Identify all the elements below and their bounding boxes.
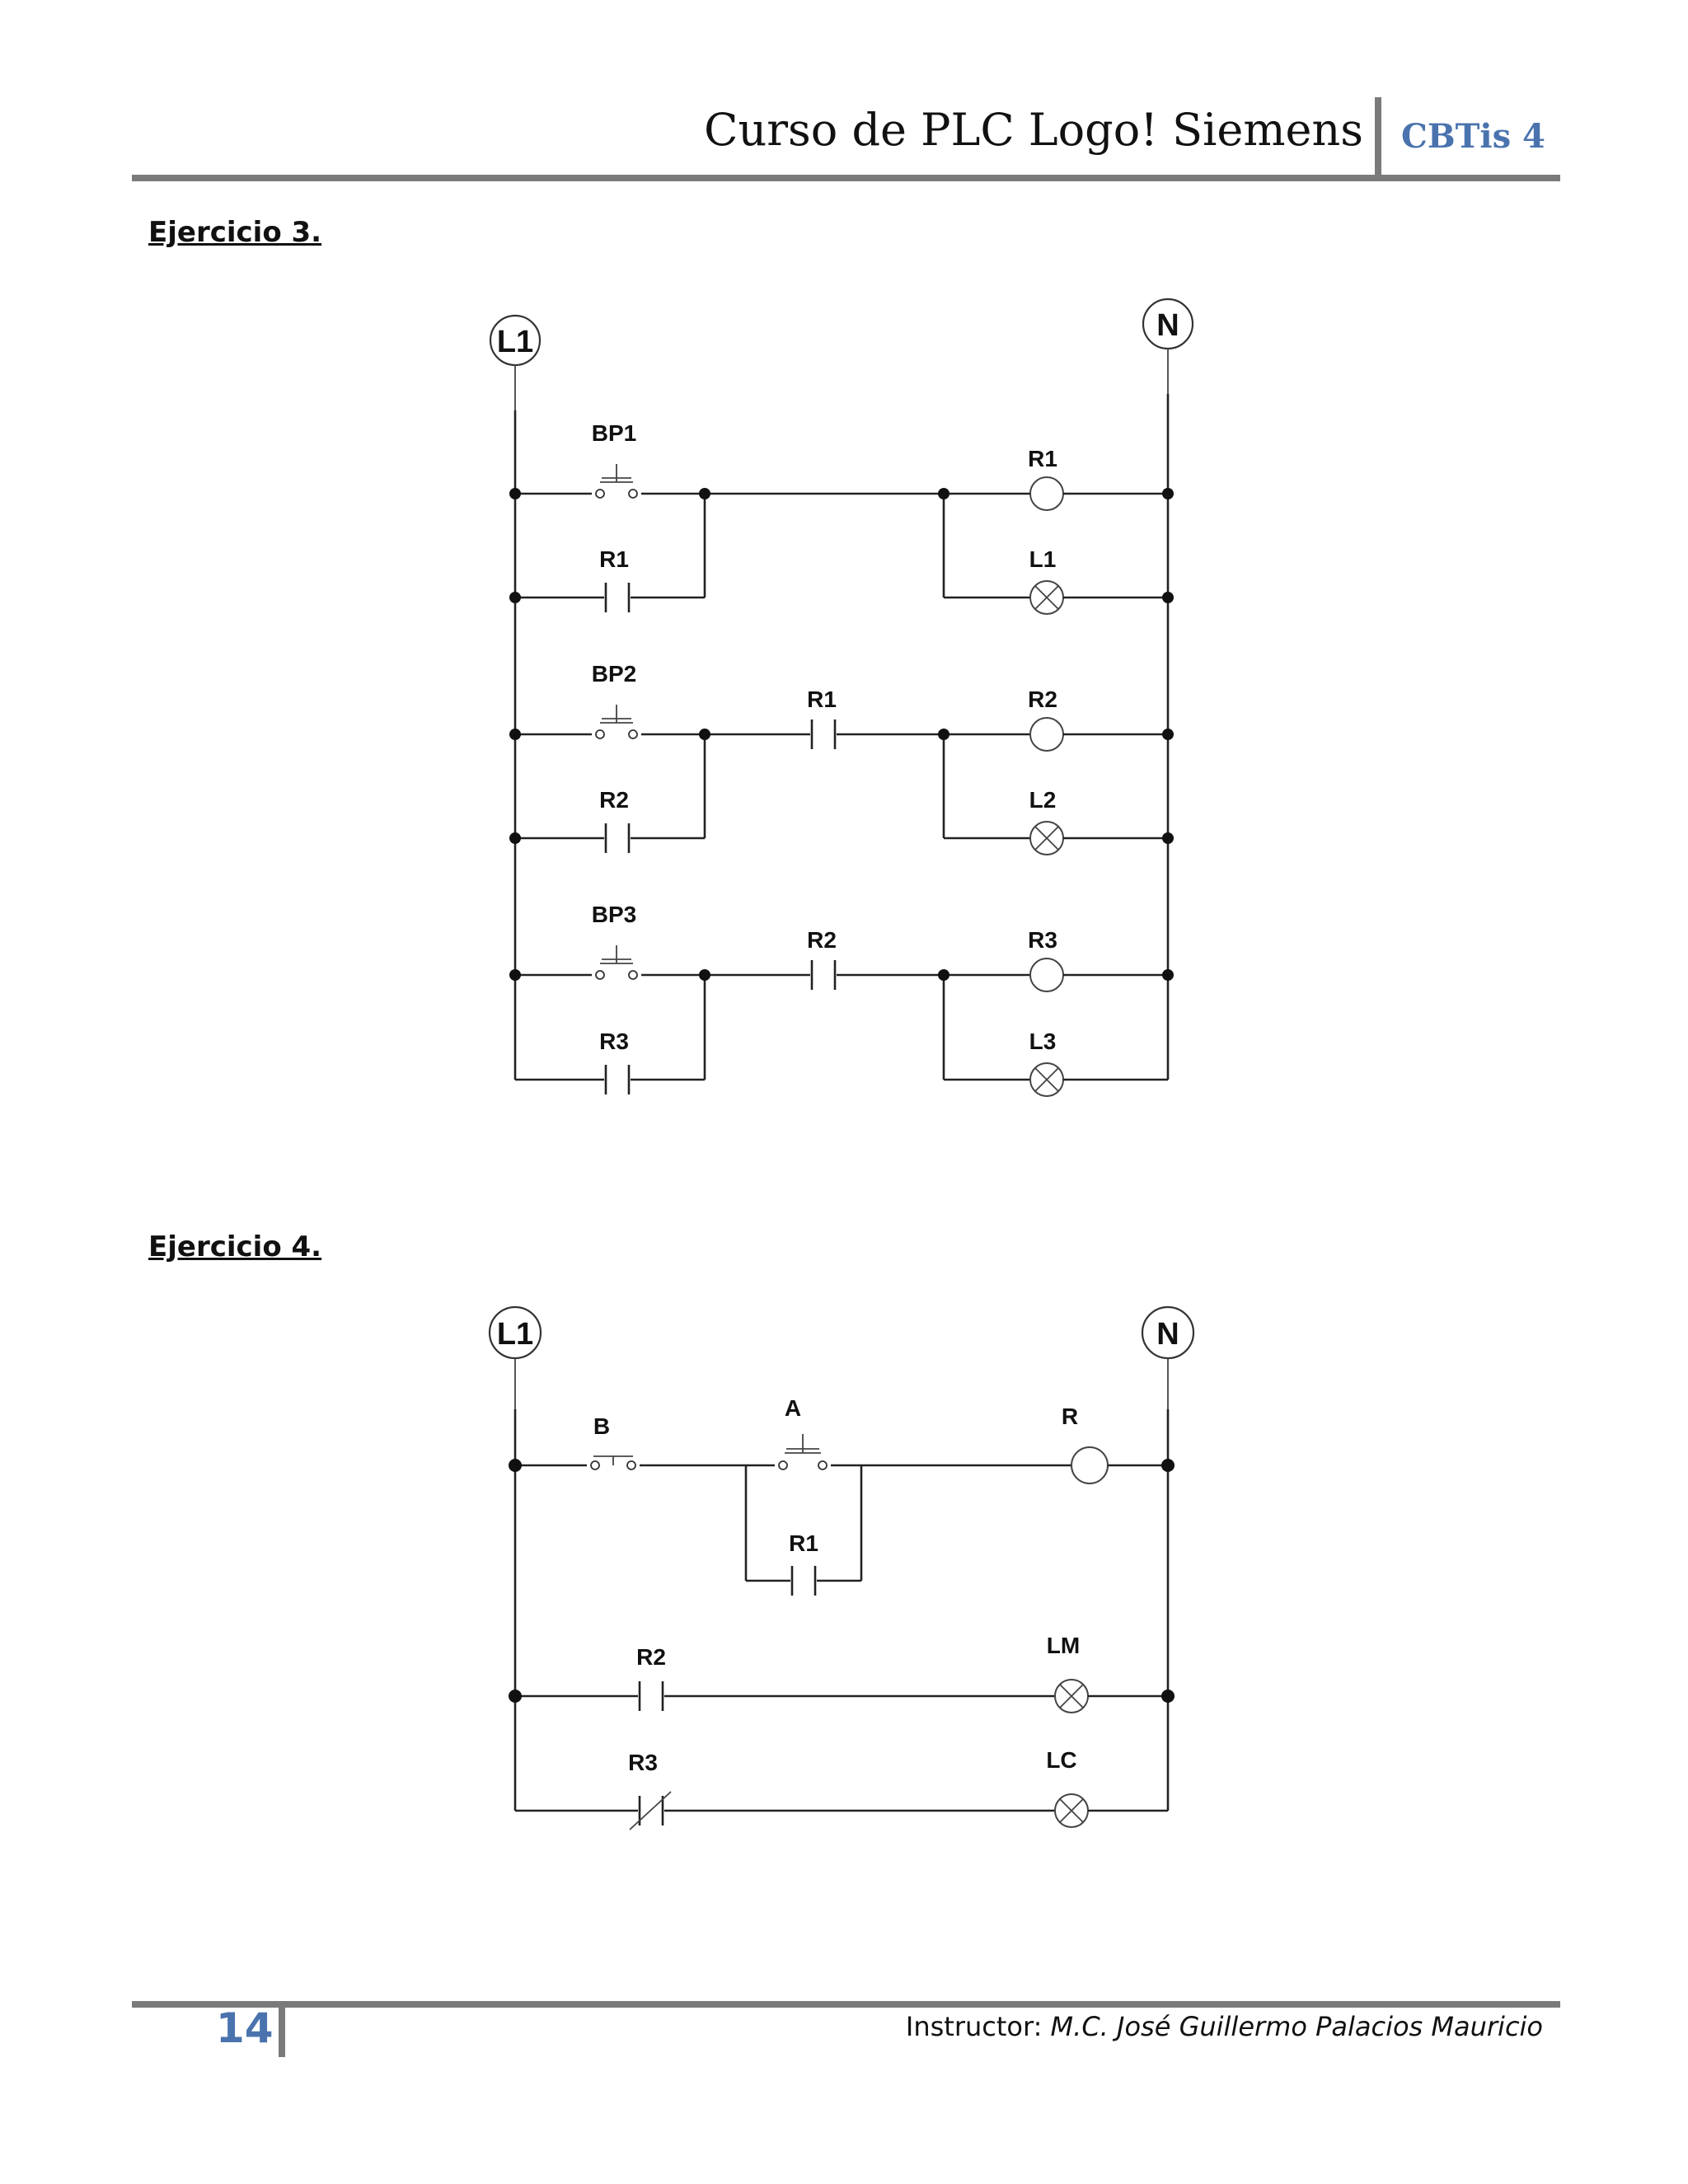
- label-r1-coil: R1: [1028, 446, 1057, 471]
- label-r3-seal: R3: [599, 1029, 629, 1054]
- push-button-icon: [779, 1434, 827, 1469]
- coil-icon: [1071, 1447, 1108, 1483]
- left-rail-label: L1: [496, 1317, 534, 1352]
- right-rail-label: N: [1156, 308, 1179, 343]
- lamp-icon: [1055, 1680, 1088, 1713]
- label-a: A: [784, 1395, 802, 1421]
- label-r2-coil: R2: [1028, 687, 1057, 712]
- section-title-ejercicio-3: Ejercicio 3.: [148, 216, 322, 249]
- left-rail-node: [490, 1307, 541, 1358]
- label-r1-seal: R1: [789, 1530, 818, 1556]
- label-r1-contact: R1: [807, 687, 837, 712]
- label-l2-lamp: L2: [1029, 787, 1057, 813]
- header-badge: CBTis 4: [1401, 117, 1545, 156]
- section-title-ejercicio-4: Ejercicio 4.: [148, 1230, 322, 1263]
- label-r3-contact: R3: [628, 1750, 658, 1775]
- rung-3: [515, 1747, 1168, 1830]
- lamp-icon: [1055, 1794, 1088, 1827]
- label-l3-lamp: L3: [1029, 1029, 1057, 1054]
- footer-instructor: [906, 2011, 1543, 2042]
- footer-rule: [132, 2001, 1560, 2008]
- no-contact-icon: [640, 1681, 663, 1711]
- page-number: 14: [216, 2004, 274, 2052]
- left-rail-label: L1: [496, 325, 534, 359]
- right-rail-node: [1142, 1307, 1193, 1358]
- label-r2-contact: R2: [636, 1644, 666, 1670]
- right-rail-label: N: [1156, 1317, 1179, 1352]
- label-r1-seal: R1: [599, 546, 629, 572]
- label-b: B: [593, 1413, 611, 1439]
- label-bp2: BP2: [591, 661, 637, 687]
- label-lm-lamp: LM: [1046, 1633, 1081, 1658]
- label-r2-contact: R2: [807, 927, 837, 953]
- label-r3-coil: R3: [1028, 927, 1057, 953]
- instructor-label: Instructor:: [905, 2011, 1043, 2042]
- label-bp1: BP1: [591, 420, 637, 446]
- label-bp3: BP3: [591, 902, 637, 927]
- label-l1-lamp: L1: [1029, 546, 1057, 572]
- header-title: Curso de PLC Logo! Siemens: [704, 104, 1363, 156]
- instructor-name: M.C. José Guillermo Palacios Mauricio: [1050, 2011, 1543, 2042]
- footer-separator: [279, 2004, 285, 2057]
- label-r2-seal: R2: [599, 787, 629, 813]
- rung-1: [509, 1395, 1175, 1596]
- label-lc-lamp: LC: [1046, 1747, 1077, 1773]
- no-contact-icon: [792, 1566, 815, 1596]
- rung-2: [509, 1633, 1175, 1713]
- label-r-coil: R: [1061, 1404, 1079, 1429]
- push-button-icon: [591, 1456, 635, 1469]
